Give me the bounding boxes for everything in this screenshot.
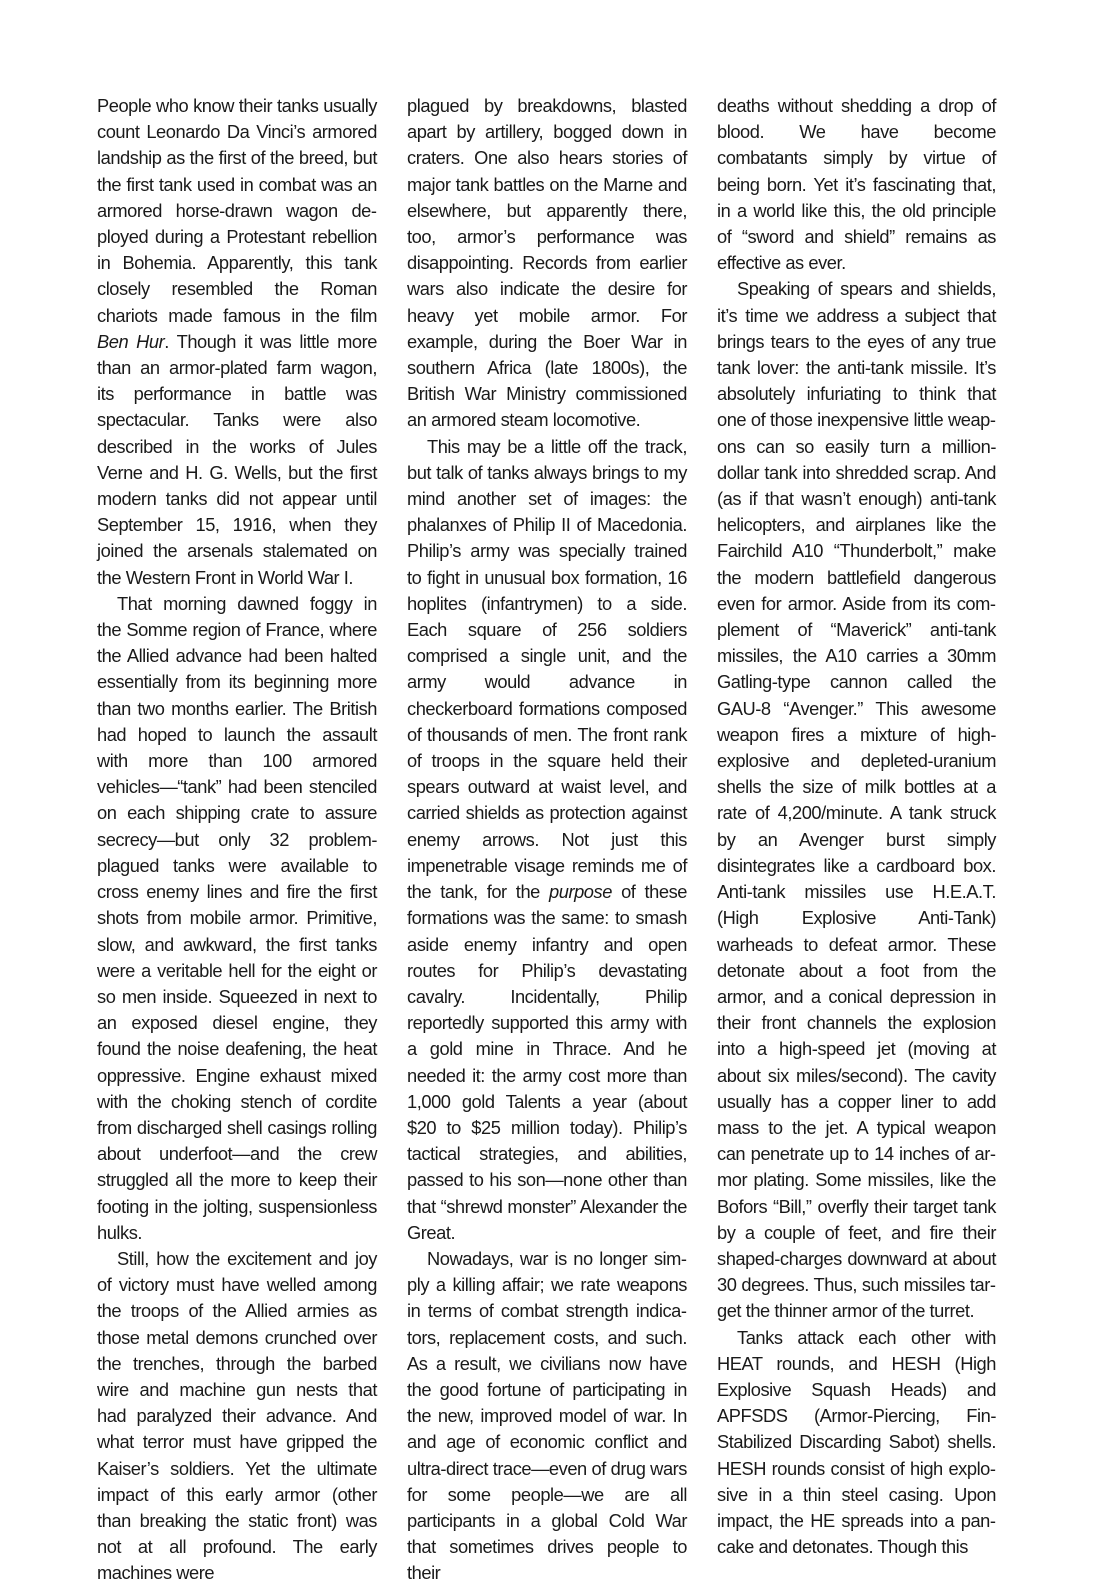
emphasis-italic: purpose [549,881,612,903]
paragraph: Still, how the excitement and joy of victory must have welled among the troops of the Allied armies as those metal demons crunched over the trenches, through the barbed wire and machine gun nests that had paralyzed their advance. And what terror must have gripped the Kaiser’s soldiers. Yet the ultimate impact of this early armor (other than breaking the static front) was not at all profound. The early machines were [97,1247,377,1584]
paragraph-text: of these formations was the same: to smash aside enemy infantry and open routes for Philip’s devastating cavalry. Incidentally, Philip reportedly supported this army with a gold mine in Thrace. And he needed it: the army cost more than 1,000 gold Talents a year (about $20 to $25 million today). Philip’s tactical strategies, and abilities, passed to his son—none other than that “shrewd monster” Alexander the Great. [407,881,688,1243]
paragraph [97,93,377,591]
paragraph-continued: plagued by breakdowns, blasted apart by artillery, bogged down in craters. One also hears stories of major tank battles on the Marne and elsewhere, but apparently there, too, armor’s performance was disappointing. Records from earlier wars also indicate the desire for heavy yet mobile armor. For example, during the Boer War in southern Africa (late 1800s), the British War Ministry commissioned an armored steam locomotive. [407,95,687,431]
paragraph-text: People who know their tanks usually count Leonardo Da Vinci’s armored landship as the first of the breed, but the first tank used in combat was an armored horse-drawn wagon deployed during a Protestant rebellion in Bohemia. Apparently, this tank closely resembled the Roman chariots made famous in the film [97,95,377,326]
text-column-2 [407,93,687,1587]
paragraph: That morning dawned foggy in the Somme region of France, where the Allied advance had been halted essentially from its beginning more than two months earlier. The British had hoped to launch the assault with more than 100 armored vehicles—“tank” had been stenciled on each shipping crate to assure secrecy—but only 32 problem-plagued tanks were available to cross enemy lines and fire the first shots from mobile armor. Primitive, slow, and awkward, the first tanks were a veritable hell for the eight or so men inside. Squeezed in next to an exposed diesel engine, they found the noise deafening, the heat oppressive. Engine exhaust mixed with the choking stench of cordite from discharged shell casings rolling about underfoot—and the crew struggled all the more to keep their footing in the jolting, suspensionless hulks. [97,592,377,1243]
paragraph: Tanks attack each other with HEAT rounds, and HESH (High Explosive Squash Heads) and APFSDS (Armor-Piercing, Fin-Stabilized Discarding Sabot) shells. HESH rounds consist of high explosive in a thin steel casing. Upon impact, the HE spreads into a pancake and detonates. Though this [717,1326,996,1558]
text-column-1 [97,93,377,1587]
paragraph-continued: deaths without shedding a drop of blood. We have become combatants simply by virtue of being born. Yet it’s fascinating that, in a world like this, the old principle of “sword and shield” remains as effective as ever. [717,95,996,274]
paragraph-text: This may be a little off the track, but talk of tanks always brings to my mind another set of images: the phalanxes of Philip II of Macedonia. Philip’s army was specially trained to fight in unusual box formation, 16 hoplites (infantrymen) to a side. Each square of 256 soldiers comprised a single unit, and the army would advance in checkerboard formations composed of thousands of men. The front rank of troops in the square held their spears outward at waist level, and carried shields as protection against enemy arrows. Not just this impenetrable visage reminds me of the tank, for the [407,435,687,903]
paragraph: Nowadays, war is no longer simply a killing affair; we rate weapons in terms of combat strength indicators, replacement costs, and such. As a result, we civilians now have the good fortune of participating in the new, improved model of war. In and age of economic conflict and ultra-direct trace—even of drug wars for some people—we are all participants in a global Cold War that sometimes drives people to their [407,1247,687,1584]
film-title-italic: Ben Hur [97,330,165,352]
paragraph: Speaking of spears and shields, it’s time we address a subject that brings tears to the eyes of any true tank lover: the anti-tank missile. It’s absolutely infuriating to think that one of those inexpensive little weapons can so easily turn a million-dollar tank into shredded scrap. And (as if that wasn’t enough) anti-tank helicopters, and airplanes like the Fairchild A10 “Thunderbolt,” make the modern battlefield dangerous even for armor. Aside from its complement of “Maverick” anti-tank missiles, the A10 carries a 30mm Gatling-type cannon called the GAU-8 “Avenger.” This awesome weapon fires a mixture of high-explosive and depleted-uranium shells the size of milk bottles at a rate of 4,200/minute. A tank struck by an Avenger burst simply disintegrates like a cardboard box. Anti-tank missiles use H.E.A.T. (High Explosive Anti-Tank) warheads to defeat armor. These detonate about a foot from the armor, and a conical depression in their front channels the explosion into a high-speed jet (moving at about six miles/second). The cavity usually has a copper liner to add mass to the jet. A typical weapon can penetrate up to 14 inches of armor plating. Some missiles, like the Bofors “Bill,” overfly their target tank by a couple of feet, and fire their shaped-charges downward at about 30 degrees. Thus, such missiles target the thinner armor of the turret. [717,278,996,1322]
paragraph-text: . Though it was little more than an armor-plated farm wagon, its performance in battle was spectacular. Tanks were also described in the works of Jules Verne and H. G. Wells, but the first modern tanks did not appear until September 15, 1916, when they joined the arsenals stalemated on the Western Front in World War I. [97,330,377,588]
paragraph [407,434,687,1246]
text-column-3 [717,93,996,1560]
